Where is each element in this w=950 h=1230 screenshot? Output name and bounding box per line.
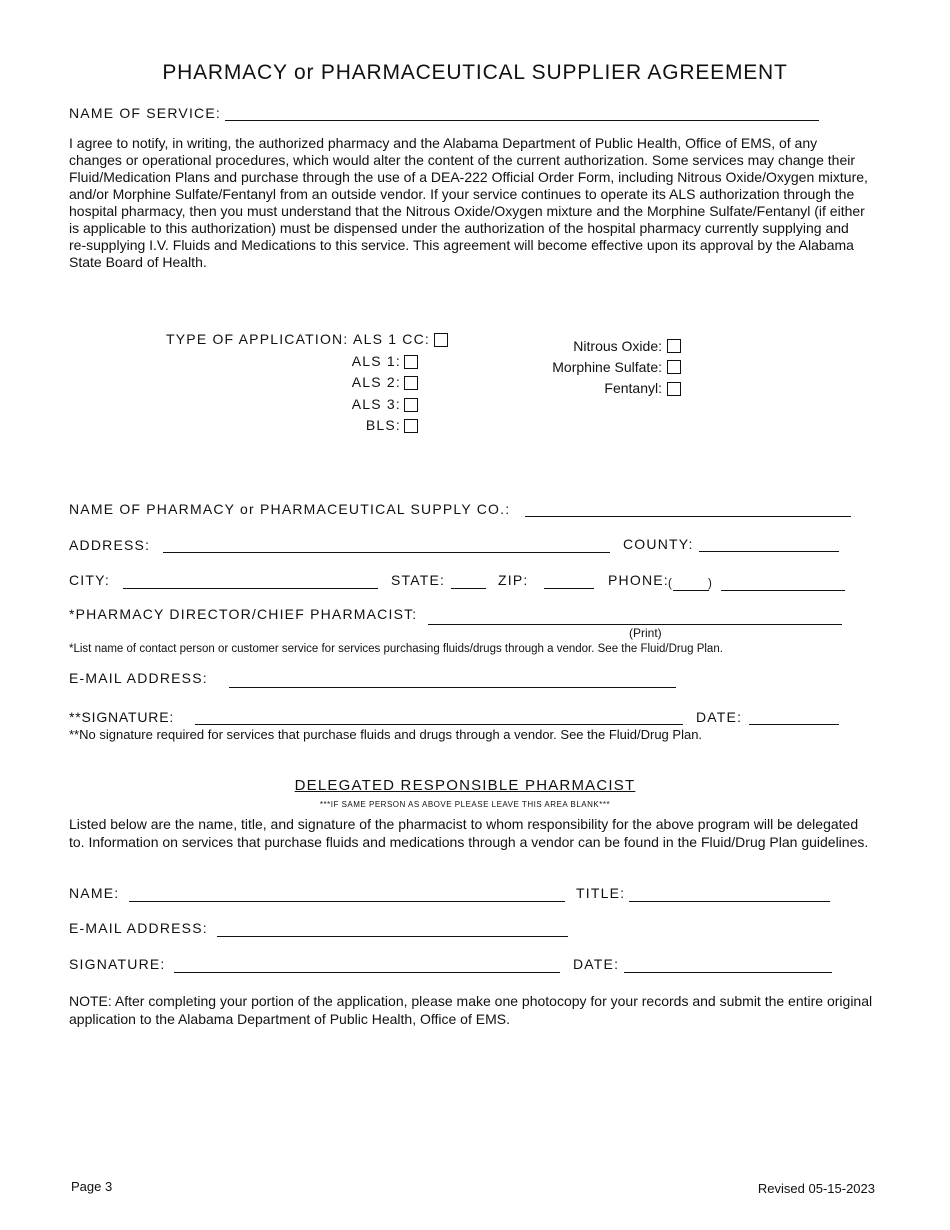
pharmacy-name-label: NAME OF PHARMACY or PHARMACEUTICAL SUPPLY CO.:	[69, 501, 511, 517]
signature-label: **SIGNATURE:	[69, 709, 175, 725]
nitrous-oxide-checkbox[interactable]	[667, 339, 681, 353]
delegated-name-field[interactable]	[129, 901, 565, 902]
revised-date: Revised 05-15-2023	[757, 1181, 875, 1196]
als-1-checkbox[interactable]	[404, 355, 418, 369]
print-label: (Print)	[629, 626, 662, 640]
delegated-signature-field[interactable]	[174, 972, 560, 973]
delegated-signature-label: SIGNATURE:	[69, 956, 166, 972]
type-of-application-label: TYPE OF APPLICATION:	[166, 331, 349, 347]
delegated-email-field[interactable]	[217, 936, 568, 937]
signature-note: **No signature required for services that purchase fluids and drugs through a vendor. See the Fluid/Drug Plan.	[69, 727, 703, 742]
bls-checkbox[interactable]	[404, 419, 418, 433]
email-field[interactable]	[229, 687, 676, 688]
name-of-service-label: NAME OF SERVICE:	[69, 105, 221, 121]
phone-number-field[interactable]	[721, 590, 845, 591]
phone-area-paren-close: )	[708, 578, 712, 590]
delegated-name-label: NAME:	[69, 885, 120, 901]
fentanyl-checkbox[interactable]	[667, 382, 681, 396]
director-label: *PHARMACY DIRECTOR/CHIEF PHARMACIST:	[69, 606, 418, 622]
state-label: STATE:	[391, 572, 446, 588]
fentanyl-label: Fentanyl:	[604, 380, 662, 396]
zip-label: ZIP:	[498, 572, 529, 588]
page-title: PHARMACY or PHARMACEUTICAL SUPPLIER AGREEMENT	[162, 61, 788, 84]
county-field[interactable]	[699, 551, 839, 552]
note-paragraph: NOTE: After completing your portion of the application, please make one photocopy for your records and submit the entire original application to the Alabama Department of Public Health, Office of EMS.	[69, 993, 873, 1027]
city-field[interactable]	[123, 588, 378, 589]
delegated-blank-note: ***IF SAME PERSON AS ABOVE PLEASE LEAVE THIS AREA BLANK***	[319, 800, 611, 809]
als-3-checkbox[interactable]	[404, 398, 418, 412]
nitrous-oxide-label: Nitrous Oxide:	[573, 338, 662, 354]
delegated-date-label: DATE:	[573, 956, 620, 972]
phone-label: PHONE:	[608, 572, 669, 588]
delegated-heading: DELEGATED RESPONSIBLE PHARMACIST	[294, 777, 636, 794]
als-3-label: ALS 3:	[351, 396, 401, 412]
morphine-sulfate-checkbox[interactable]	[667, 360, 681, 374]
als-2-checkbox[interactable]	[404, 376, 418, 390]
als-1-label: ALS 1:	[351, 353, 401, 369]
name-of-service-field[interactable]	[225, 120, 819, 121]
contact-note: *List name of contact person or customer service for services purchasing fluids/drugs through a vendor. See the Fluid/Drug Plan.	[69, 643, 723, 655]
signature-field[interactable]	[195, 724, 683, 725]
phone-area-code-field[interactable]	[673, 590, 709, 591]
city-label: CITY:	[69, 572, 111, 588]
director-field[interactable]	[428, 624, 842, 625]
state-field[interactable]	[451, 588, 486, 589]
als-1-cc-label: ALS 1 CC:	[353, 331, 430, 347]
address-label: ADDRESS:	[69, 537, 151, 553]
als-2-label: ALS 2:	[351, 374, 401, 390]
pharmacy-name-field[interactable]	[525, 516, 851, 517]
page-number: Page 3	[71, 1179, 113, 1194]
delegated-intro: Listed below are the name, title, and signature of the pharmacist to whom responsibility for the above program will be delegated to. Information on services that purchase fluids and medications through a vendor can be found in the Fluid/Drug Plan guidelines.	[69, 816, 869, 850]
phone-area-paren-open: (	[668, 578, 672, 590]
delegated-title-field[interactable]	[629, 901, 830, 902]
agreement-paragraph: I agree to notify, in writing, the authorized pharmacy and the Alabama Department of Public Health, Office of EMS, of any changes or operational procedures, which would alter the content of the current authorization. Some services may change their Fluid/Medication Plans and purchase through the use of a DEA-222 Official Order Form, including Nitrous Oxide/Oxygen mixture, and/or Morphine Sulfate/Fentanyl from an outside vendor. If your service continues to operate its ALS authorization through the hospital pharmacy, then you must understand that the Nitrous Oxide/Oxygen mixture and the Morphine Sulfate/Fentanyl (if either is applicable to this authorization) must be dispensed under the authorization of the hospital pharmacy currently supplying and re-supplying I.V. Fluids and Medications to this service. This agreement will become effective upon its approval by the Alabama State Board of Health.	[69, 135, 868, 270]
delegated-date-field[interactable]	[624, 972, 832, 973]
morphine-sulfate-label: Morphine Sulfate:	[552, 359, 662, 375]
zip-field[interactable]	[544, 588, 594, 589]
address-field[interactable]	[163, 552, 610, 553]
delegated-email-label: E-MAIL ADDRESS:	[69, 920, 208, 936]
county-label: COUNTY:	[623, 536, 694, 552]
email-label: E-MAIL ADDRESS:	[69, 670, 208, 686]
date-label: DATE:	[696, 709, 743, 725]
als-1-cc-checkbox[interactable]	[434, 333, 448, 347]
date-field[interactable]	[749, 724, 839, 725]
bls-label: BLS:	[365, 417, 401, 433]
delegated-title-label: TITLE:	[576, 885, 626, 901]
